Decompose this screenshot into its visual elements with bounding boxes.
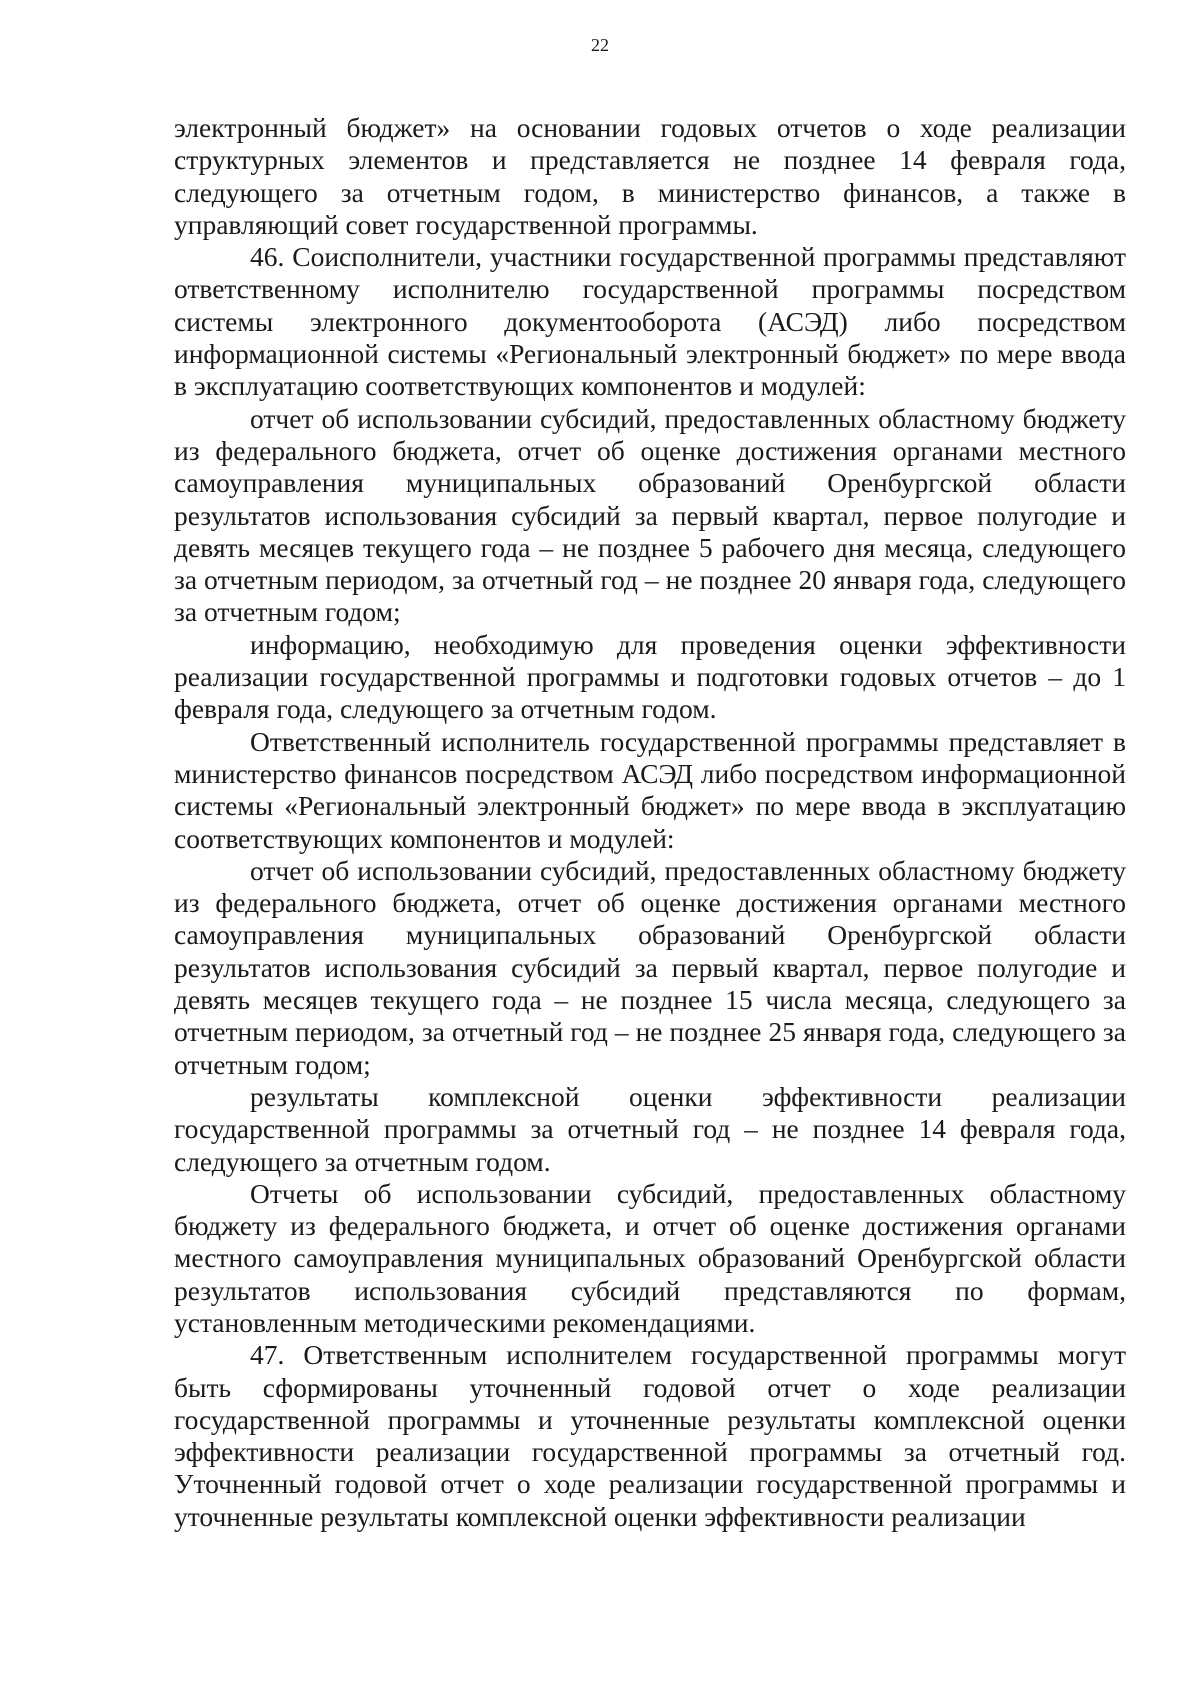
paragraph-report-forms: Отчеты об использовании субсидий, предоставленных областному бюджету из федерального бюджета, и отчет об оценке достижения органами местного самоуправления муниципальных образований Оренбургской области результатов использования субсидий представляются по формам, установленным методическими рекомендациями. — [174, 1177, 1126, 1338]
paragraph-item-46: 46. Соисполнители, участники государственной программы представляют ответственному исполнителю государственной программы посредством системы электронного документооборота (АСЭД) либо посредством информационной системы «Региональный электронный бюджет» по мере ввода в эксплуатацию соответствующих компонентов и модулей: — [174, 241, 1126, 402]
paragraph-item-47: 47. Ответственным исполнителем государственной программы могут быть сформированы уточненный годовой отчет о ходе реализации государственной программы и уточненные результаты комплексной оценки эффективности реализации государственной программы за отчетный год. Уточненный годовой отчет о ходе реализации государственной программы и уточненные результаты комплексной оценки эффективности реализации — [174, 1339, 1126, 1532]
paragraph-efficiency-info: информацию, необходимую для проведения оценки эффективности реализации государственной программы и подготовки годовых отчетов – до 1 февраля года, следующего за отчетным годом. — [174, 628, 1126, 725]
paragraph-subsidy-report-coexecutors: отчет об использовании субсидий, предоставленных областному бюджету из федерального бюджета, отчет об оценке достижения органами местного самоуправления муниципальных образований Оренбургской области результатов использования субсидий за первый квартал, первое полугодие и девять месяцев текущего года – не позднее 5 рабочего дня месяца, следующего за отчетным периодом, за отчетный год – не позднее 20 января года, следующего за отчетным годом; — [174, 402, 1126, 628]
paragraph-complex-evaluation: результаты комплексной оценки эффективности реализации государственной программы за отчетный год – не позднее 14 февраля года, следующего за отчетным годом. — [174, 1080, 1126, 1177]
paragraph-subsidy-report-ministry: отчет об использовании субсидий, предоставленных областному бюджету из федерального бюджета, отчет об оценке достижения органами местного самоуправления муниципальных образований Оренбургской области результатов использования субсидий за первый квартал, первое полугодие и девять месяцев текущего года – не позднее 15 числа месяца, следующего за отчетным периодом, за отчетный год – не позднее 25 января года, следующего за отчетным годом; — [174, 854, 1126, 1080]
paragraph-responsible-executor: Ответственный исполнитель государственной программы представляет в министерство финансов посредством АСЭД либо посредством информационной системы «Региональный электронный бюджет» по мере ввода в эксплуатацию соответствующих компонентов и модулей: — [174, 725, 1126, 854]
page-number: 22 — [591, 35, 609, 55]
document-body — [174, 112, 1126, 1533]
paragraph-continuation: электронный бюджет» на основании годовых отчетов о ходе реализации структурных элементов и представляется не позднее 14 февраля года, следующего за отчетным годом, в министерство финансов, а также в управляющий совет государственной программы. — [174, 112, 1126, 240]
